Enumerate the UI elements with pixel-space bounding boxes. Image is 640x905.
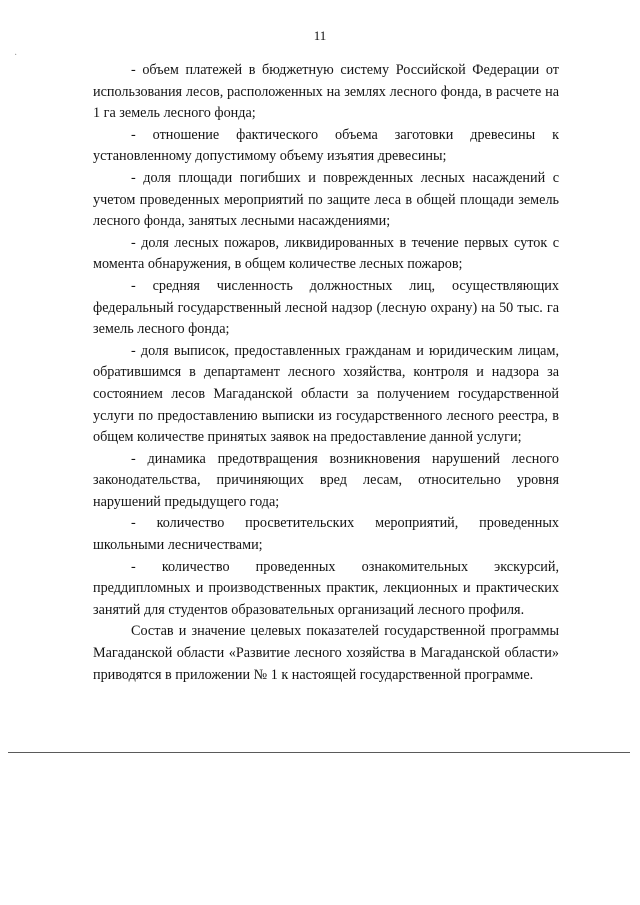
page-number: 11 [313,28,327,43]
paragraph-violations-dynamics-indicator: - динамика предотвращения возникновения нарушений лесного законодательства, причиняющих вред лесам, относительно уровня нарушений предыдущего года; [93,450,559,510]
paragraph-excursions-indicator: - количество проведенных ознакомительных экскурсий, преддипломных и производственных практик, лекционных и практических занятий для студентов образовательных организаций лесного профиля. [93,558,559,618]
paragraph-targets-composition: Состав и значение целевых показателей государственной программы Магаданской области «Развитие лесного хозяйства в Магаданской области» приводятся в приложении № 1 к настоящей государственной программе. [93,623,559,683]
paragraph-fires-indicator: - доля лесных пожаров, ликвидированных в течение первых суток с момента обнаружения, в общем количестве лесных пожаров; [93,234,559,273]
margin-mark: · [14,50,18,61]
paragraph-educational-events-indicator: - количество просветительских мероприятий, проведенных школьными лесничествами; [93,515,559,554]
paragraph-damaged-stands-indicator: - доля площади погибших и поврежденных лесных насаждений с учетом проведенных мероприятий по защите леса в общей площади земель лесного фонда, занятых лесными насаждениями; [93,169,559,230]
paragraph-payments-indicator: - объем платежей в бюджетную систему Российской Федерации от использования лесов, расположенных на землях лесного фонда, в расчете на 1 га земель лесного фонда; [93,62,559,122]
page-separator-line [8,752,630,753]
paragraph-registry-extracts-indicator: - доля выписок, предоставленных гражданам и юридическим лицам, обратившимся в департамент лесного хозяйства, контроля и надзора за состоянием лесов Магаданской области за получением государственной услуги по предоставлению выписки из государственного лесного реестра, в общем количестве принятых заявок на предоставление данной услуги; [93,342,559,446]
document-body [93,60,559,686]
paragraph-harvest-ratio-indicator: - отношение фактического объема заготовки древесины к установленному допустимому объему изъятия древесины; [93,126,559,165]
paragraph-supervision-staff-indicator: - средняя численность должностных лиц, осуществляющих федеральный государственный лесной надзор (лесную охрану) на 50 тыс. га земель лесного фонда; [93,277,559,338]
